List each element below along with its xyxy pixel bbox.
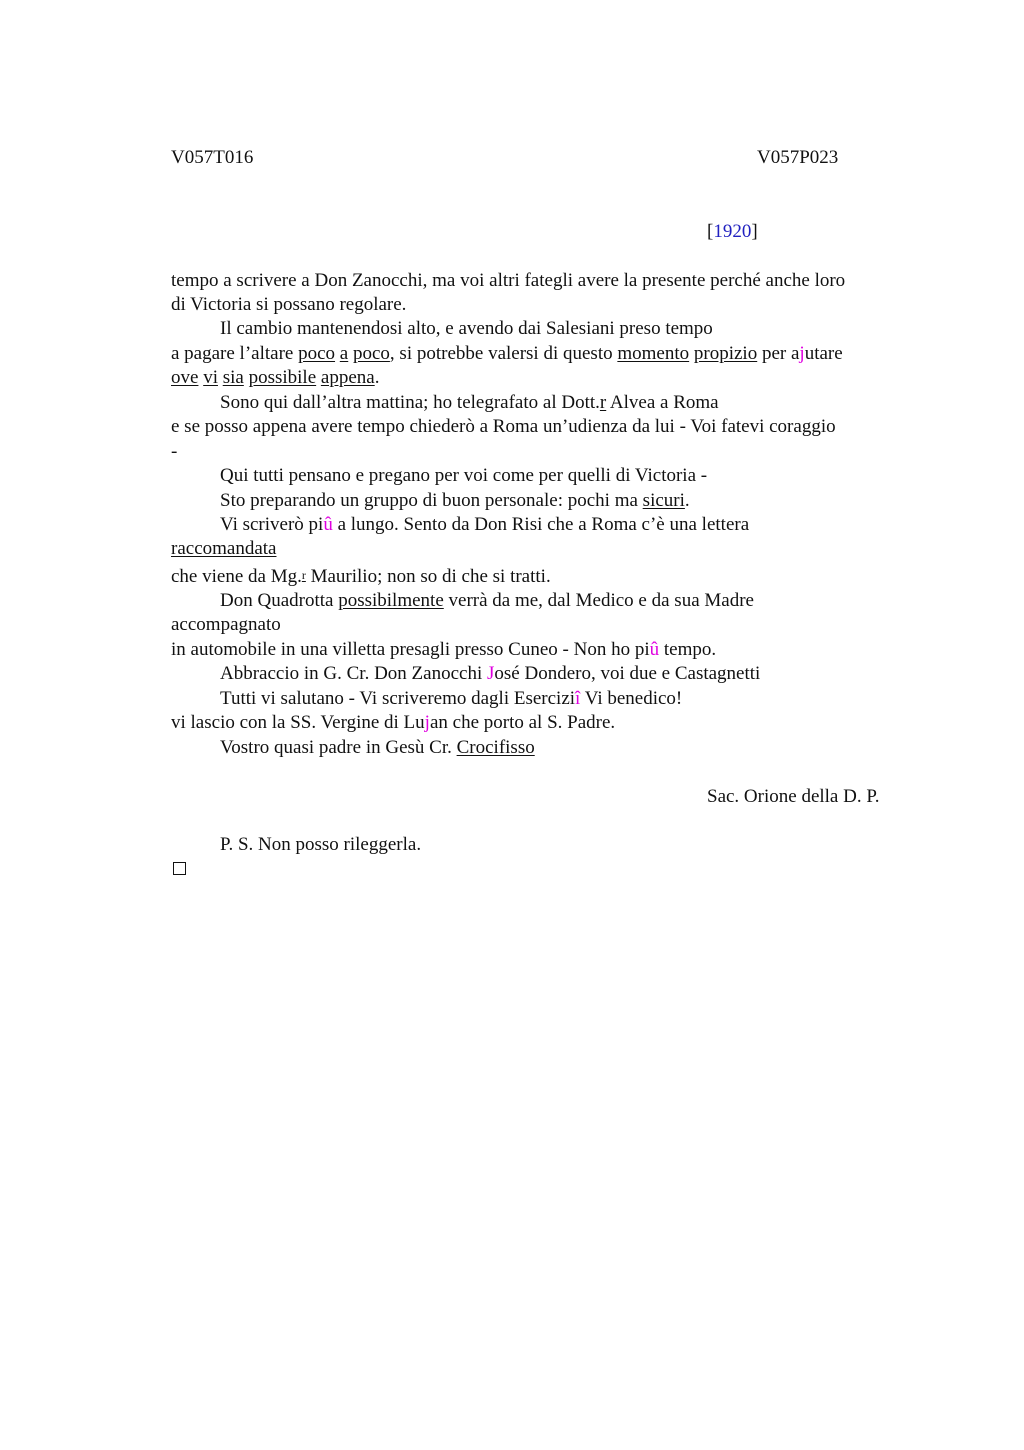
text-line-14: Don Quadrotta possibilmente verrà da me, dal Medico e da sua Madre — [220, 590, 754, 611]
document-code-right: V057P023 — [757, 147, 839, 168]
highlighted-letter: j — [424, 712, 430, 733]
highlighted-letter: û — [323, 514, 333, 535]
text-line-16: in automobile in una villetta presagli presso Cuneo - Non ho piû tempo. — [171, 639, 717, 660]
text-line-8: - — [171, 441, 178, 462]
signature: Sac. Orione della D. P. — [707, 786, 880, 807]
text-line-12: raccomandata — [171, 538, 277, 559]
date-bracket-close: ] — [751, 221, 758, 242]
text-line-5: ove vi sia possibile appena. — [171, 367, 380, 388]
highlighted-letter: û — [649, 639, 660, 660]
text-line-7: e se posso appena avere tempo chiederò a Roma un’udienza da lui - Voi fatevi coraggio — [171, 416, 836, 437]
date-line — [707, 220, 758, 244]
text-line-1: tempo a scrivere a Don Zanocchi, ma voi altri fategli avere la presente perché anche loro — [171, 270, 846, 291]
postscript: P. S. Non posso rileggerla. — [220, 834, 422, 855]
document-code-left: V057T016 — [171, 147, 254, 168]
end-marker-square — [173, 862, 186, 875]
text-line-4: a pagare l’altare poco a poco, si potrebbe valersi di questo momento propizio per ajutare — [171, 343, 843, 364]
text-line-2: di Victoria si possano regolare. — [171, 294, 407, 315]
text-line-6: Sono qui dall’altra mattina; ho telegrafato al Dott.r Alvea a Roma — [220, 392, 719, 413]
text-line-19: vi lascio con la SS. Vergine di Lujan che porto al S. Padre. — [171, 712, 616, 733]
highlighted-letter: î — [575, 688, 581, 709]
text-line-13: che viene da Mg.$^r$ Maurilio; non so di che si tratti. — [171, 566, 551, 587]
text-line-3: Il cambio mantenendosi alto, e avendo dai Salesiani preso tempo — [220, 318, 713, 339]
text-line-18: Tutti vi salutano - Vi scriveremo dagli Eserciziî Vi benedico! — [220, 688, 683, 709]
text-line-11: Vi scriverò piû a lungo. Sento da Don Risi che a Roma c’è una lettera — [220, 514, 750, 535]
highlighted-letter: J — [486, 663, 495, 684]
text-line-9: Qui tutti pensano e pregano per voi come per quelli di Victoria - — [220, 465, 708, 486]
date-bracket-open: [ — [707, 221, 714, 242]
text-line-17: Abbraccio in G. Cr. Don Zanocchi José Dondero, voi due e Castagnetti — [220, 663, 761, 684]
date-year: 1920 — [713, 221, 752, 242]
highlighted-letter: j — [799, 343, 805, 364]
text-line-15: accompagnato — [171, 614, 281, 635]
text-line-10: Sto preparando un gruppo di buon personale: pochi ma sicuri. — [220, 490, 690, 511]
text-line-20: Vostro quasi padre in Gesù Cr. Crocifisso — [220, 737, 535, 758]
